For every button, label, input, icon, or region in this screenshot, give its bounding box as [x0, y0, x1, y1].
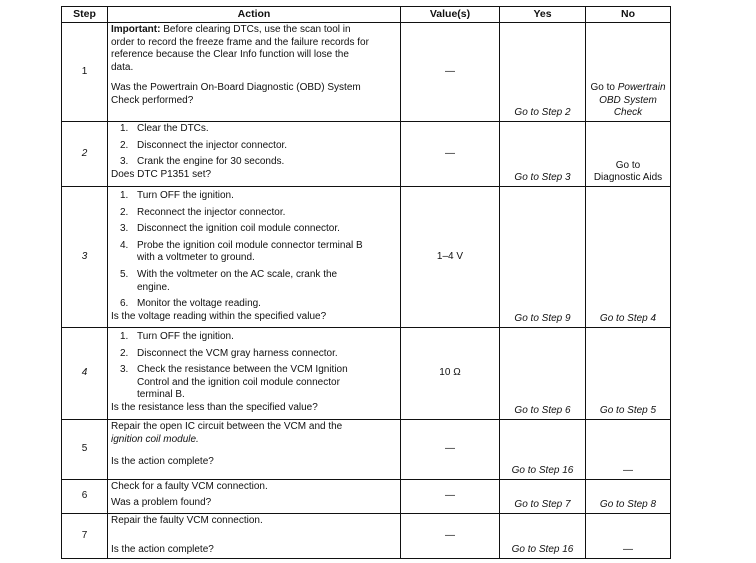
important-text-line: reference because the Clear Info function will lose the	[111, 49, 349, 61]
table-row-step-4	[62, 328, 671, 420]
step-number: 2	[62, 122, 108, 187]
table-row-step-1	[62, 23, 671, 122]
list-item: 3. Check the resistance between the VCM Ignition Control and the ignition coil module connector terminal B.	[120, 364, 348, 401]
list-item: 5. With the voltmeter on the AC scale, crank the engine.	[120, 268, 338, 293]
question-line: Is the voltage reading within the specified value?	[111, 310, 327, 322]
question-line: Is the action complete?	[111, 543, 214, 555]
list-item: 2. Reconnect the injector connector.	[120, 206, 286, 218]
step-number: 4	[62, 328, 108, 420]
value-cell: —	[401, 122, 500, 187]
list-item: 2. Disconnect the injector connector.	[120, 139, 288, 151]
no-cell: —	[586, 514, 671, 559]
important-text-line: data.	[111, 61, 134, 73]
header-no: No	[586, 7, 671, 23]
list-item: 1. Turn OFF the ignition.	[120, 190, 234, 201]
list-item: 3. Disconnect the ignition coil module connector.	[120, 223, 340, 235]
no-cell[interactable]: Go to Step 8	[586, 480, 671, 514]
no-cell[interactable]: Go to Diagnostic Aids	[586, 122, 671, 187]
action-cell	[108, 328, 401, 420]
header-action: Action	[108, 7, 401, 23]
list-item: 1. Clear the DTCs.	[120, 123, 209, 134]
action-cell	[108, 187, 401, 328]
list-item: 6. Monitor the voltage reading.	[120, 298, 261, 310]
step-number: 1	[62, 23, 108, 122]
action-line: Repair the faulty VCM connection.	[111, 515, 263, 526]
table-row-step-5	[62, 420, 671, 480]
question-line: Does DTC P1351 set?	[111, 168, 212, 180]
value-cell: 10 Ω	[401, 328, 500, 420]
yes-cell[interactable]: Go to Step 2	[500, 23, 586, 122]
important-label: Important:	[111, 24, 161, 35]
no-cell[interactable]	[586, 23, 671, 122]
yes-cell[interactable]: Go to Step 9	[500, 187, 586, 328]
action-line: Check for a faulty VCM connection.	[111, 481, 268, 492]
no-link-text: Powertrain	[617, 82, 666, 94]
list-item: 3. Crank the engine for 30 seconds.	[120, 156, 285, 168]
no-cell: —	[586, 420, 671, 480]
list-item: 1. Turn OFF the ignition.	[120, 331, 234, 342]
yes-cell[interactable]: Go to Step 16	[500, 420, 586, 480]
list-item: 2. Disconnect the VCM gray harness connector.	[120, 347, 338, 359]
question-line: Is the resistance less than the specified value?	[111, 401, 318, 413]
yes-cell[interactable]: Go to Step 3	[500, 122, 586, 187]
action-line: Repair the open IC circuit between the VCM and the	[111, 421, 343, 432]
diagnostic-table	[61, 6, 671, 559]
yes-cell[interactable]: Go to Step 7	[500, 480, 586, 514]
yes-cell[interactable]: Go to Step 6	[500, 328, 586, 420]
no-cell[interactable]: Go to Step 5	[586, 328, 671, 420]
action-cell	[108, 514, 401, 559]
action-cell	[108, 420, 401, 480]
question-line: Was a problem found?	[111, 496, 212, 508]
step-number: 7	[62, 514, 108, 559]
no-prefix: Go to	[590, 82, 618, 94]
yes-cell[interactable]: Go to Step 16	[500, 514, 586, 559]
action-line: ignition coil module.	[111, 433, 199, 445]
step-number: 6	[62, 480, 108, 514]
value-cell: —	[401, 480, 500, 514]
table-row-step-7	[62, 514, 671, 559]
no-cell[interactable]: Go to Step 4	[586, 187, 671, 328]
important-text-line: order to record the freeze frame and the failure records for	[111, 36, 369, 48]
header-yes: Yes	[500, 7, 586, 23]
action-cell	[108, 480, 401, 514]
question-line: Was the Powertrain On-Board Diagnostic (OBD) System	[111, 82, 361, 94]
important-text-line: Before clearing DTCs, use the scan tool in	[160, 24, 351, 35]
value-cell: —	[401, 514, 500, 559]
header-step: Step	[62, 7, 108, 23]
question-line: Check performed?	[111, 94, 194, 106]
step-number: 5	[62, 420, 108, 480]
step-number: 3	[62, 187, 108, 328]
header-values: Value(s)	[401, 7, 500, 23]
question-line: Is the action complete?	[111, 456, 214, 468]
table-row-step-6	[62, 480, 671, 514]
value-cell: —	[401, 23, 500, 122]
no-link-text: Check	[613, 107, 643, 119]
action-cell	[108, 23, 401, 122]
header-row	[62, 7, 671, 23]
value-cell: 1–4 V	[401, 187, 500, 328]
list-item: 4. Probe the ignition coil module connector terminal B with a voltmeter to ground.	[120, 239, 363, 264]
table-row-step-3	[62, 187, 671, 328]
action-cell	[108, 122, 401, 187]
table-row-step-2	[62, 122, 671, 187]
no-link-text: OBD System	[599, 94, 657, 106]
value-cell: —	[401, 420, 500, 480]
